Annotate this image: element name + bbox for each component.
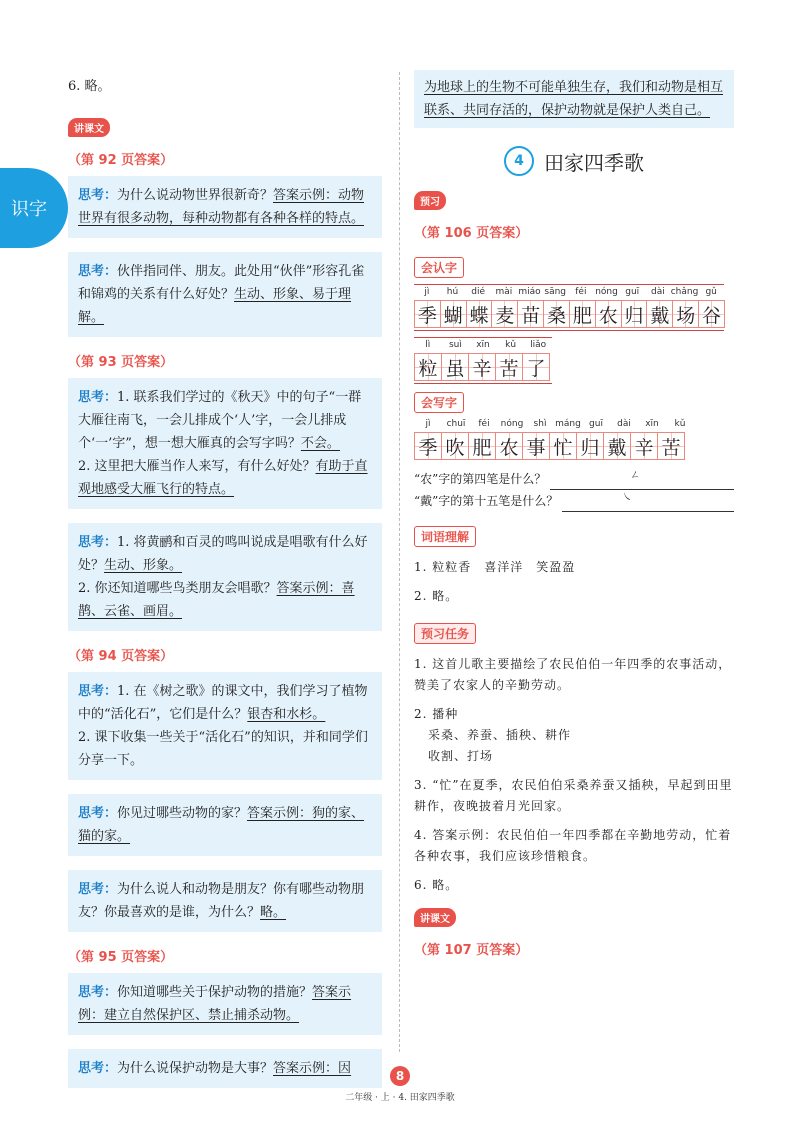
renwu-answer-6: 6. 略。 [414,878,459,892]
ciyu-answer-2: 2. 略。 [414,589,459,603]
page-106-heading: （第 106 页答案） [414,226,529,241]
character-cell: 归 [621,300,648,328]
think-box-7 [68,870,382,932]
character-cell: 归 [576,432,604,460]
lesson-title [414,146,734,176]
character-cell: 蝶 [466,300,493,328]
question-text: 2. 你还知道哪些鸟类朋友会唱歌？ [78,581,277,596]
think-box-3 [68,378,382,509]
think-box-8 [68,973,382,1035]
renwu-answer-2a: 2. 播种 [414,707,459,721]
question-text: 你见过哪些动物的家？ [117,806,248,821]
lesson-name: 田家四季歌 [544,150,644,175]
answer-text: 生动、形象。 [104,558,183,573]
character-cell: 戴 [603,432,631,460]
question-text: 2. 课下收集一些关于“活化石”的知识，并和同学们分享一下。 [78,730,368,768]
pinyin-row [414,340,552,353]
pinyin: nóng [595,287,618,297]
page-92-heading: （第 92 页答案） [68,153,174,168]
pinyin: jì [424,287,430,297]
pinyin: máng [555,419,581,429]
think-label: 思考： [78,684,118,699]
stroke-question-text: “农”字的第四笔是什么？ [414,472,547,486]
think-box-9 [68,1049,382,1088]
character-cell: 场 [672,300,699,328]
think-label: 思考： [78,188,118,203]
pinyin: shì [533,419,547,429]
pinyin: kǔ [674,419,686,429]
answer-text: 不会。 [300,436,340,451]
question-text: 1. 联系我们学过的《秋天》中的句子“一群大雁往南飞，一会儿排成个‘人’字，一会儿排成个‘一’字”，想一想大雁真的会写字吗？ [78,390,362,451]
answer-text: 为地球上的生物不可能单独生存，我们和动物是相互联系、共同存活的，保护动物就是保护人类自己。 [424,80,724,118]
character-cell: 麦 [491,300,518,328]
huixie-row [414,419,698,460]
pinyin: dài [651,287,665,297]
pinyin: dài [617,419,631,429]
pinyin: jì [425,419,431,429]
pinyin: xīn [645,419,659,429]
stroke-answer: ㇏ [622,492,633,503]
page-number: 8 [390,1066,410,1086]
huiren-row-1 [414,284,724,331]
question-text: 为什么说保护动物是大事？ [117,1061,274,1076]
char-row [414,432,698,460]
huixie-zi-tag: 会写字 [414,392,464,413]
character-cell: 季 [414,300,441,328]
think-label: 思考： [78,882,118,897]
pinyin: suì [448,340,462,350]
pinyin: miáo [518,287,541,297]
think-box-1 [68,176,382,238]
right-column [414,70,734,966]
character-cell: 蝴 [440,300,467,328]
answer-text: 答案示例：建立自然保护区、禁止捕杀动物。 [78,985,352,1023]
pinyin: féi [575,287,587,297]
character-cell: 肥 [569,300,596,328]
character-cell: 肥 [468,432,496,460]
answer-text: 生动、形象、易于理解。 [78,287,352,325]
pinyin: sāng [544,287,566,297]
renwu-answer-4: 4. 答案示例：农民伯伯一年四季都在辛勤地劳动，忙着各种农事，我们应该珍惜粮食。 [414,828,732,863]
huiren-zi-tag: 会认字 [414,257,464,278]
ciyu-lijie-tag: 词语理解 [414,526,476,547]
think-label: 思考： [78,985,118,1000]
character-cell: 农 [495,432,523,460]
answer-line [550,470,734,490]
pinyin: féi [478,419,490,429]
character-cell: 虽 [441,353,469,381]
pinyin: kǔ [505,340,517,350]
ciyu-answer-1: 1. 粒粒香 喜洋洋 笑盈盈 [414,560,576,574]
think-box-2 [68,252,382,337]
answer-text: 答案示例：因 [273,1061,352,1076]
renwu-answer-2c: 收割、打场 [428,749,494,763]
question-text: 你知道哪些关于保护动物的措施？ [117,985,313,1000]
character-cell: 桑 [543,300,570,328]
think-label: 思考： [78,535,118,550]
pinyin: gǔ [705,287,717,297]
yuxi-renwu-tag: 预习任务 [414,623,476,644]
stroke-question-2 [414,490,734,512]
character-cell: 季 [414,432,442,460]
huiren-row-2 [414,337,552,384]
character-cell: 谷 [698,300,725,328]
char-row [414,353,552,381]
think-label: 思考： [78,264,118,279]
character-cell: 苦 [495,353,523,381]
character-cell: 了 [522,353,550,381]
character-cell: 农 [595,300,622,328]
pinyin-row [414,419,698,432]
question-text: 1. 在《树之歌》的课文中，我们学习了植物中的“活化石”，它们是什么？ [78,684,368,722]
pinyin: dié [471,287,486,297]
answer-text: 答案示例：狗的家、猫的家。 [78,806,365,844]
stroke-question-1 [414,468,734,490]
question-text: 1. 将黄鹂和百灵的鸣叫说成是唱歌有什么好处？ [78,535,368,573]
pinyin: xīn [476,340,490,350]
question-text: 为什么说人和动物是朋友？你有哪些动物朋友？你最喜欢的是谁，为什么？ [78,882,365,920]
renwu-answer-1: 1. 这首儿歌主要描绘了农民伯伯一年四季的农事活动，赞美了农家人的辛勤劳动。 [414,657,732,692]
answer-line [562,492,734,512]
pinyin: liǎo [530,340,547,350]
character-cell: 粒 [414,353,442,381]
character-cell: 辛 [630,432,658,460]
renwu-answer-3: 3. “忙”在夏季，农民伯伯采桑养蚕又插秧，早起到田里耕作，夜晚披着月光回家。 [414,778,733,813]
yuxi-label: 预习 [414,191,446,210]
pinyin: chuī [446,419,466,429]
pinyin: lì [425,340,431,350]
pinyin: chǎng [670,287,699,297]
answer-text: 答案示例：喜鹊、云雀、画眉。 [78,581,355,619]
think-label: 思考： [78,1061,118,1076]
jiangke-label: 讲课文 [414,908,456,927]
question-text: 为什么说动物世界很新奇？ [117,188,274,203]
renwu-answer-2b: 采桑、养蚕、插秧、耕作 [428,728,572,742]
character-cell: 事 [522,432,550,460]
think-label: 思考： [78,806,118,821]
section-tab-shizi: 识字 [0,168,68,248]
pinyin: mài [495,287,513,297]
stroke-answer: ㄥ [630,470,641,481]
continued-answer-box [414,70,734,128]
character-cell: 吹 [441,432,469,460]
character-cell: 辛 [468,353,496,381]
answer-item-6: 6. 略。 [68,79,111,94]
pinyin: guī [589,419,603,429]
character-cell: 戴 [646,300,673,328]
page-95-heading: （第 95 页答案） [68,950,174,965]
pinyin: guī [625,287,640,297]
jiangke-label: 讲课文 [68,118,110,137]
question-text: 2. 这里把大雁当作人来写，有什么好处？ [78,459,316,474]
stroke-question-text: “戴”字的第十五笔是什么？ [414,494,559,508]
page-94-heading: （第 94 页答案） [68,649,174,664]
pinyin: nóng [500,419,524,429]
column-divider [399,72,400,1052]
think-label: 思考： [78,390,118,405]
character-cell: 苗 [517,300,544,328]
footer-text: 二年级 · 上 · 4. 田家四季歌 [345,1093,455,1103]
question-text: 伙伴指同伴、朋友。此处用“伙伴”形容孔雀和锦鸡的关系有什么好处？ [78,264,365,302]
answer-text: 答案示例：动物世界有很多动物，每种动物都有各种各样的特点。 [78,188,365,226]
answer-text: 有助于直观地感受大雁飞行的特点。 [78,459,368,497]
page-93-heading: （第 93 页答案） [68,355,174,370]
answer-text: 略。 [260,905,287,920]
pinyin: hú [446,287,459,297]
lesson-number-badge: 4 [504,146,534,176]
left-column [68,70,382,1102]
think-box-5 [68,672,382,780]
think-box-4 [68,523,382,631]
think-box-6 [68,794,382,856]
character-cell: 苦 [657,432,685,460]
char-row [414,300,724,328]
page-107-heading: （第 107 页答案） [414,943,529,958]
character-cell: 忙 [549,432,577,460]
pinyin-row [414,287,724,300]
answer-text: 银杏和水杉。 [247,707,326,722]
